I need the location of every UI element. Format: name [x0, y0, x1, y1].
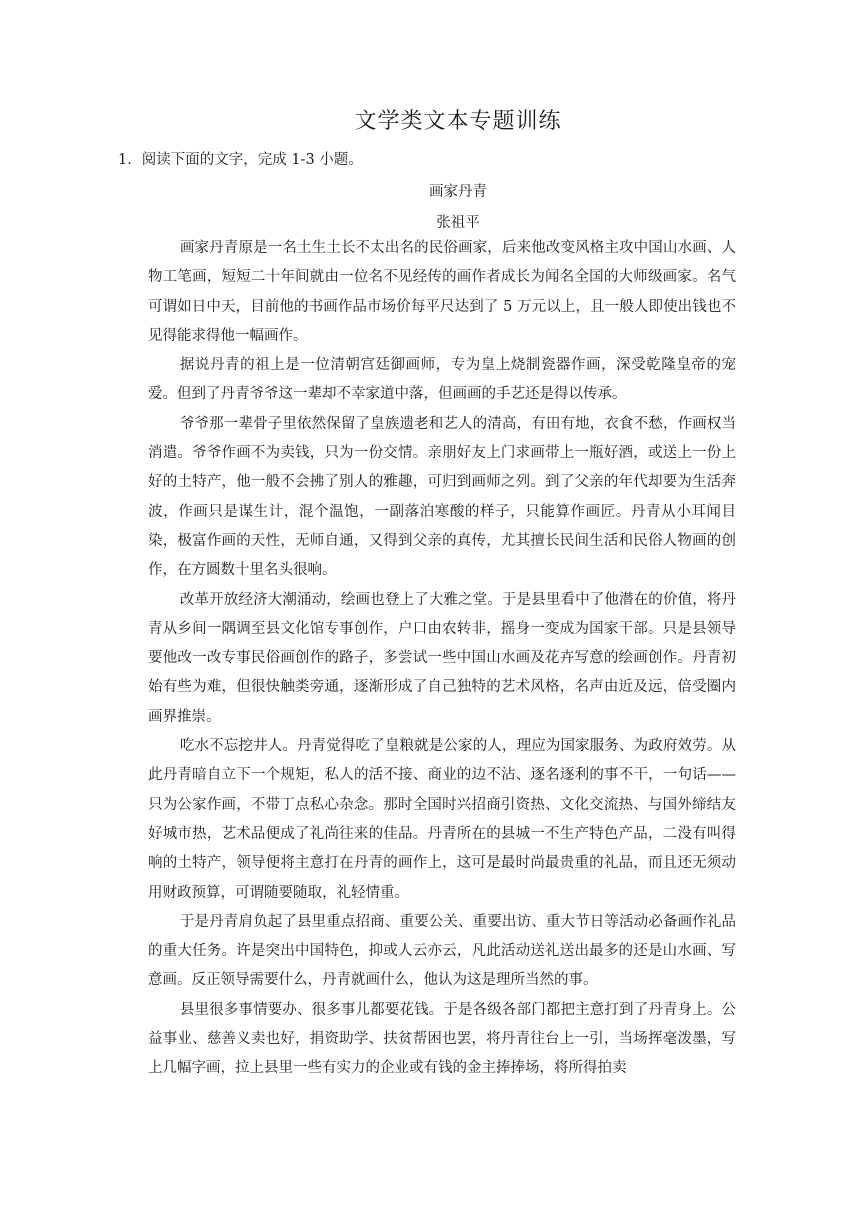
paragraph: 改革开放经济大潮涌动，绘画也登上了大雅之堂。于是县里看中了他潜在的价值，将丹青从乡间一隅调至县文化馆专事创作，户口由农转非，摇身一变成为国家干部。只是县领导要他改一改专事民俗画创作的路子，多尝试一些中国山水画及花卉写意的绘画创作。丹青初始有些为难，但很快触类旁通，逐渐形成了自己独特的艺术风格，名声由近及远，倍受圈内画界推崇。 — [148, 591, 736, 725]
paragraph: 画家丹青原是一名土生土长不太出名的民俗画家，后来他改变风格主攻中国山水画、人物工笔画，短短二十年间就由一位名不见经传的画作者成长为闻名全国的大师级画家。名气可谓如日中天，目前他的书画作品市场价每平尺达到了 5 万元以上，且一般人即使出钱也不见得能求得他一幅画作。 — [148, 240, 736, 344]
article-title: 画家丹青 — [429, 184, 487, 200]
article-body — [148, 234, 736, 1084]
paragraph: 吃水不忘挖井人。丹青觉得吃了皇粮就是公家的人，理应为国家服务、为政府效劳。从此丹青暗自立下一个规矩，私人的活不接、商业的边不沾、逐名逐利的事不干，一句话——只为公家作画，不带丁点私心杂念。那时全国时兴招商引资热、文化交流热、与国外缔结友好城市热，艺术品便成了礼尚往来的佳品。丹青所在的县城一不生产特色产品，二没有叫得响的土特产，领导便将主意打在丹青的画作上，这可是最时尚最贵重的礼品，而且还无须动用财政预算，可谓随要随取，礼轻情重。 — [148, 738, 736, 901]
question-prompt: 1．阅读下面的文字，完成 1-3 小题。 — [118, 152, 363, 168]
paragraph: 据说丹青的祖上是一位清朝宫廷御画师，专为皇上烧制瓷器作画，深受乾隆皇帝的宠爱。但到了丹青爷爷这一辈却不幸家道中落，但画画的手艺还是得以传承。 — [148, 357, 736, 403]
paragraph: 于是丹青肩负起了县里重点招商、重要公关、重要出访、重大节日等活动必备画作礼品的重大任务。许是突出中国特色，抑或人云亦云，凡此活动送礼送出最多的还是山水画、写意画。反正领导需要什么，丹青就画什么，他认为这是理所当然的事。 — [148, 913, 736, 989]
paragraph: 爷爷那一辈骨子里依然保留了皇族遗老和艺人的清高，有田有地，衣食不愁，作画权当消遣。爷爷作画不为卖钱，只为一份交情。亲朋好友上门求画带上一瓶好酒，或送上一份上好的土特产，他一般不会拂了别人的雅趣，可归到画师之列。到了父亲的年代却要为生活奔波，作画只是谋生计，混个温饱，一副落泊寒酸的样子，只能算作画匠。丹青从小耳闻目染，极富作画的天性，无师自通，又得到父亲的真传，尤其擅长民间生活和民俗人物画的创作，在方圆数十里名头很响。 — [148, 415, 736, 579]
paragraph: 县里很多事情要办、很多事儿都要花钱。于是各级各部门都把主意打到了丹青身上。公益事业、慈善义卖也好，捐资助学、扶贫帮困也罢，将丹青往台上一引，当场挥毫泼墨，写上几幅字画，拉上县里一些有实力的企业或有钱的金主捧捧场，将所得拍卖 — [148, 1001, 736, 1077]
article-author: 张祖平 — [436, 215, 480, 231]
document-title: 文学类文本专题训练 — [354, 109, 562, 134]
